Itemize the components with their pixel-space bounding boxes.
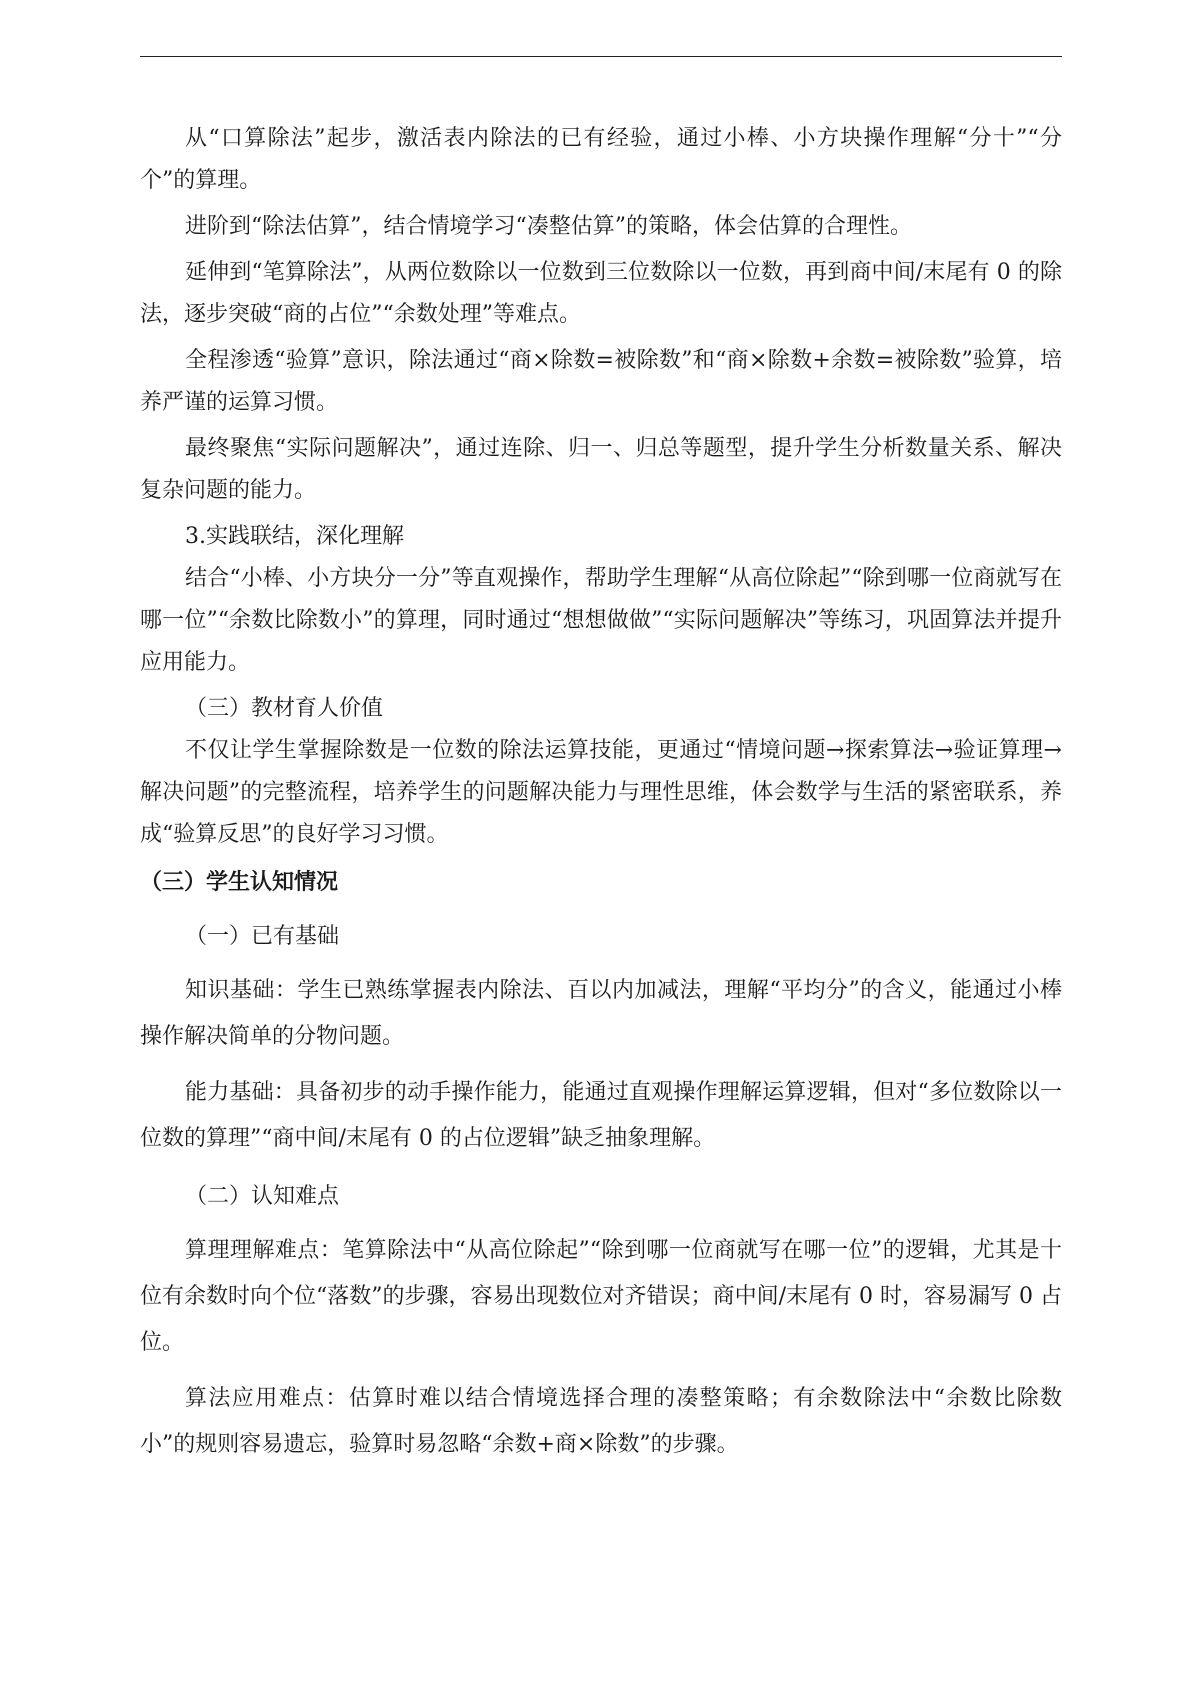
section-basis-title: （一）已有基础 [185, 924, 340, 949]
header-rule [140, 56, 1062, 57]
paragraph-problem-solving: 最终聚焦“实际问题解决”，通过连除、归一、归总等题型，提升学生分析数量关系、解决复杂问题的能力。 [140, 436, 1062, 503]
paragraph-value: 不仅让学生掌握除数是一位数的除法运算技能，更通过“情境问题→探索算法→验证算理→解决问题”的完整流程，培养学生的问题解决能力与理性思维，体会数学与生活的紧密联系，养成“验算反思”的良好学习习惯。 [140, 738, 1062, 847]
heading-student-cognition: （三）学生认知情况 [140, 870, 339, 895]
paragraph-practice: 结合“小棒、小方块分一分”等直观操作，帮助学生理解“从高位除起”“除到哪一位商就写在哪一位”“余数比除数小”的算理，同时通过“想想做做”“实际问题解决”等练习，巩固算法并提升应用能力。 [140, 566, 1062, 675]
section-value-title: （三）教材育人价值 [185, 696, 384, 721]
paragraph-oral-division: 从“口算除法”起步，激活表内除法的已有经验，通过小棒、小方块操作理解“分十”“分个”的算理。 [140, 126, 1062, 193]
paragraph-verification: 全程渗透“验算”意识，除法通过“商×除数=被除数”和“商×除数+余数=被除数”验算，培养严谨的运算习惯。 [140, 348, 1062, 415]
section-practice-title: 3.实践联结，深化理解 [185, 524, 404, 549]
paragraph-ability-basis: 能力基础：具备初步的动手操作能力，能通过直观操作理解运算逻辑，但对“多位数除以一位数的算理”“商中间/末尾有 0 的占位逻辑”缺乏抽象理解。 [140, 1080, 1063, 1151]
paragraph-written-division: 延伸到“笔算除法”，从两位数除以一位数到三位数除以一位数，再到商中间/末尾有 0 的除法，逐步突破“商的占位”“余数处理”等难点。 [140, 260, 1062, 327]
paragraph-knowledge-basis: 知识基础：学生已熟练掌握表内除法、百以内加减法，理解“平均分”的含义，能通过小棒操作解决简单的分物问题。 [140, 978, 1062, 1049]
paragraph-difficulty-algorithm: 算理理解难点：笔算除法中“从高位除起”“除到哪一位商就写在哪一位”的逻辑，尤其是十位有余数时向个位“落数”的步骤，容易出现数位对齐错误；商中间/末尾有 0 时，容易漏写 0 占位。 [140, 1238, 1062, 1355]
paragraph-difficulty-application: 算法应用难点：估算时难以结合情境选择合理的凑整策略；有余数除法中“余数比除数小”的规则容易遗忘，验算时易忽略“余数+商×除数”的步骤。 [140, 1386, 1062, 1457]
document-body [140, 118, 1062, 1468]
section-difficulty-title: （二）认知难点 [185, 1184, 340, 1209]
paragraph-estimation: 进阶到“除法估算”，结合情境学习“凑整估算”的策略，体会估算的合理性。 [185, 214, 912, 239]
